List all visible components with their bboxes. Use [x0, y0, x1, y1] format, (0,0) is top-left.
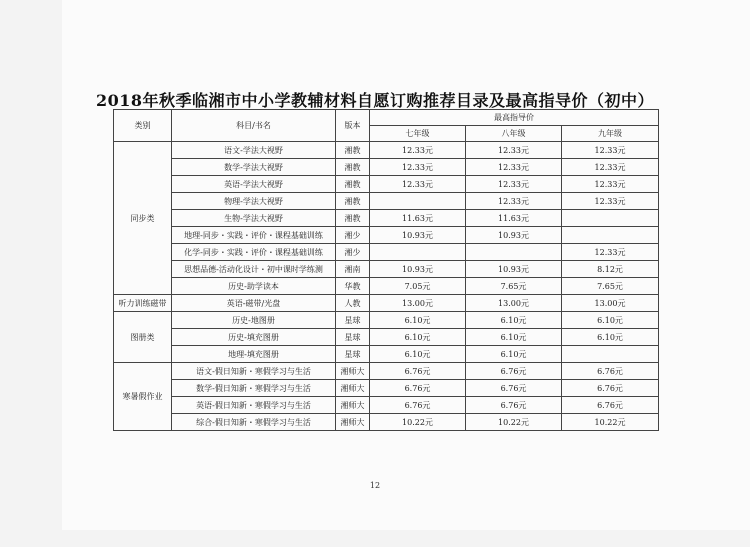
header-grade-8: 八年级: [466, 126, 562, 142]
price-cell: 6.76元: [466, 397, 562, 414]
subject-cell: 历史-地图册: [172, 312, 336, 329]
table-row: [114, 312, 659, 329]
subject-cell: 地理-同步・实践・评价・课程基础训练: [172, 227, 336, 244]
document-title: 2018年秋季临湘市中小学教辅材料自愿订购推荐目录及最高指导价（初中）: [95, 91, 655, 110]
subject-cell: 语文-假日知新・寒假学习与生活: [172, 363, 336, 380]
edition-cell: 湘师大: [336, 363, 370, 380]
edition-cell: 湘教: [336, 210, 370, 227]
price-cell: 6.10元: [466, 346, 562, 363]
edition-cell: 湘少: [336, 244, 370, 261]
table-row: [114, 244, 659, 261]
edition-cell: 星球: [336, 312, 370, 329]
price-cell: 12.33元: [562, 176, 659, 193]
category-cell: 听力训练磁带: [114, 295, 172, 312]
price-cell: [370, 244, 466, 261]
subject-cell: 英语-磁带/光盘: [172, 295, 336, 312]
table-row: [114, 295, 659, 312]
price-cell: 12.33元: [562, 244, 659, 261]
price-cell: 11.63元: [466, 210, 562, 227]
price-cell: 6.76元: [562, 363, 659, 380]
subject-cell: 综合-假日知新・寒假学习与生活: [172, 414, 336, 431]
subject-cell: 数学-假日知新・寒假学习与生活: [172, 380, 336, 397]
table-row: [114, 193, 659, 210]
price-cell: 12.33元: [562, 159, 659, 176]
price-cell: 6.76元: [370, 380, 466, 397]
edition-cell: 湘教: [336, 193, 370, 210]
edition-cell: 湘教: [336, 142, 370, 159]
edition-cell: 华教: [336, 278, 370, 295]
subject-cell: 地理-填充图册: [172, 346, 336, 363]
price-cell: 7.65元: [562, 278, 659, 295]
price-cell: 10.22元: [466, 414, 562, 431]
header-grade-7: 七年级: [370, 126, 466, 142]
price-cell: 6.10元: [562, 312, 659, 329]
price-table: [113, 109, 659, 431]
price-cell: 10.93元: [466, 227, 562, 244]
price-cell: 6.10元: [370, 346, 466, 363]
edition-cell: 星球: [336, 346, 370, 363]
price-cell: 6.76元: [370, 397, 466, 414]
price-cell: 13.00元: [466, 295, 562, 312]
header-category: 类别: [114, 110, 172, 142]
table-row: [114, 363, 659, 380]
subject-cell: 化学-同步・实践・评价・课程基础训练: [172, 244, 336, 261]
price-cell: 12.33元: [466, 159, 562, 176]
price-cell: 12.33元: [562, 193, 659, 210]
price-cell: 10.22元: [562, 414, 659, 431]
subject-cell: 生物-学法大视野: [172, 210, 336, 227]
edition-cell: 湘师大: [336, 380, 370, 397]
subject-cell: 物理-学法大视野: [172, 193, 336, 210]
edition-cell: 湘师大: [336, 397, 370, 414]
subject-cell: 英语-假日知新・寒假学习与生活: [172, 397, 336, 414]
edition-cell: 湘教: [336, 159, 370, 176]
subject-cell: 思想品德-活动化设计・初中课时学练测: [172, 261, 336, 278]
category-cell: 图册类: [114, 312, 172, 363]
subject-cell: 语文-学法大视野: [172, 142, 336, 159]
table-row: [114, 346, 659, 363]
price-cell: 6.10元: [370, 329, 466, 346]
table-row: [114, 278, 659, 295]
price-cell: 6.10元: [466, 312, 562, 329]
price-cell: 7.05元: [370, 278, 466, 295]
price-cell: 6.76元: [562, 397, 659, 414]
price-cell: 6.76元: [466, 380, 562, 397]
price-cell: 8.12元: [562, 261, 659, 278]
price-cell: [562, 210, 659, 227]
price-cell: 6.76元: [562, 380, 659, 397]
price-cell: 12.33元: [466, 142, 562, 159]
price-cell: 10.93元: [466, 261, 562, 278]
table-row: [114, 210, 659, 227]
price-cell: 12.33元: [466, 193, 562, 210]
price-cell: 12.33元: [466, 176, 562, 193]
price-cell: [562, 227, 659, 244]
category-cell: 同步类: [114, 142, 172, 295]
price-cell: 6.76元: [370, 363, 466, 380]
price-cell: 10.93元: [370, 227, 466, 244]
header-max-price: 最高指导价: [370, 110, 659, 126]
price-cell: 13.00元: [370, 295, 466, 312]
edition-cell: 湘南: [336, 261, 370, 278]
price-cell: [466, 244, 562, 261]
table-row: [114, 176, 659, 193]
category-cell: 寒暑假作业: [114, 363, 172, 431]
price-cell: 12.33元: [562, 142, 659, 159]
price-cell: 6.10元: [370, 312, 466, 329]
header-row: [114, 110, 659, 126]
table-row: [114, 261, 659, 278]
edition-cell: 星球: [336, 329, 370, 346]
price-cell: 12.33元: [370, 176, 466, 193]
price-cell: 7.65元: [466, 278, 562, 295]
table-row: [114, 159, 659, 176]
price-cell: 6.10元: [562, 329, 659, 346]
price-cell: 6.76元: [466, 363, 562, 380]
subject-cell: 数学-学法大视野: [172, 159, 336, 176]
price-cell: 10.22元: [370, 414, 466, 431]
price-cell: 13.00元: [562, 295, 659, 312]
subject-cell: 英语-学法大视野: [172, 176, 336, 193]
price-cell: 11.63元: [370, 210, 466, 227]
edition-cell: 湘少: [336, 227, 370, 244]
price-cell: 12.33元: [370, 159, 466, 176]
subject-cell: 历史-填充图册: [172, 329, 336, 346]
edition-cell: 湘教: [336, 176, 370, 193]
table-row: [114, 329, 659, 346]
table-row: [114, 414, 659, 431]
table-row: [114, 397, 659, 414]
price-cell: [370, 193, 466, 210]
price-cell: 12.33元: [370, 142, 466, 159]
price-cell: [562, 346, 659, 363]
edition-cell: 人教: [336, 295, 370, 312]
table-row: [114, 142, 659, 159]
page-number: 12: [369, 481, 381, 490]
header-grade-9: 九年级: [562, 126, 659, 142]
table-row: [114, 380, 659, 397]
price-cell: 6.10元: [466, 329, 562, 346]
header-edition: 版本: [336, 110, 370, 142]
header-subject: 科目/书名: [172, 110, 336, 142]
subject-cell: 历史-助学读本: [172, 278, 336, 295]
price-cell: 10.93元: [370, 261, 466, 278]
edition-cell: 湘师大: [336, 414, 370, 431]
table-row: [114, 227, 659, 244]
